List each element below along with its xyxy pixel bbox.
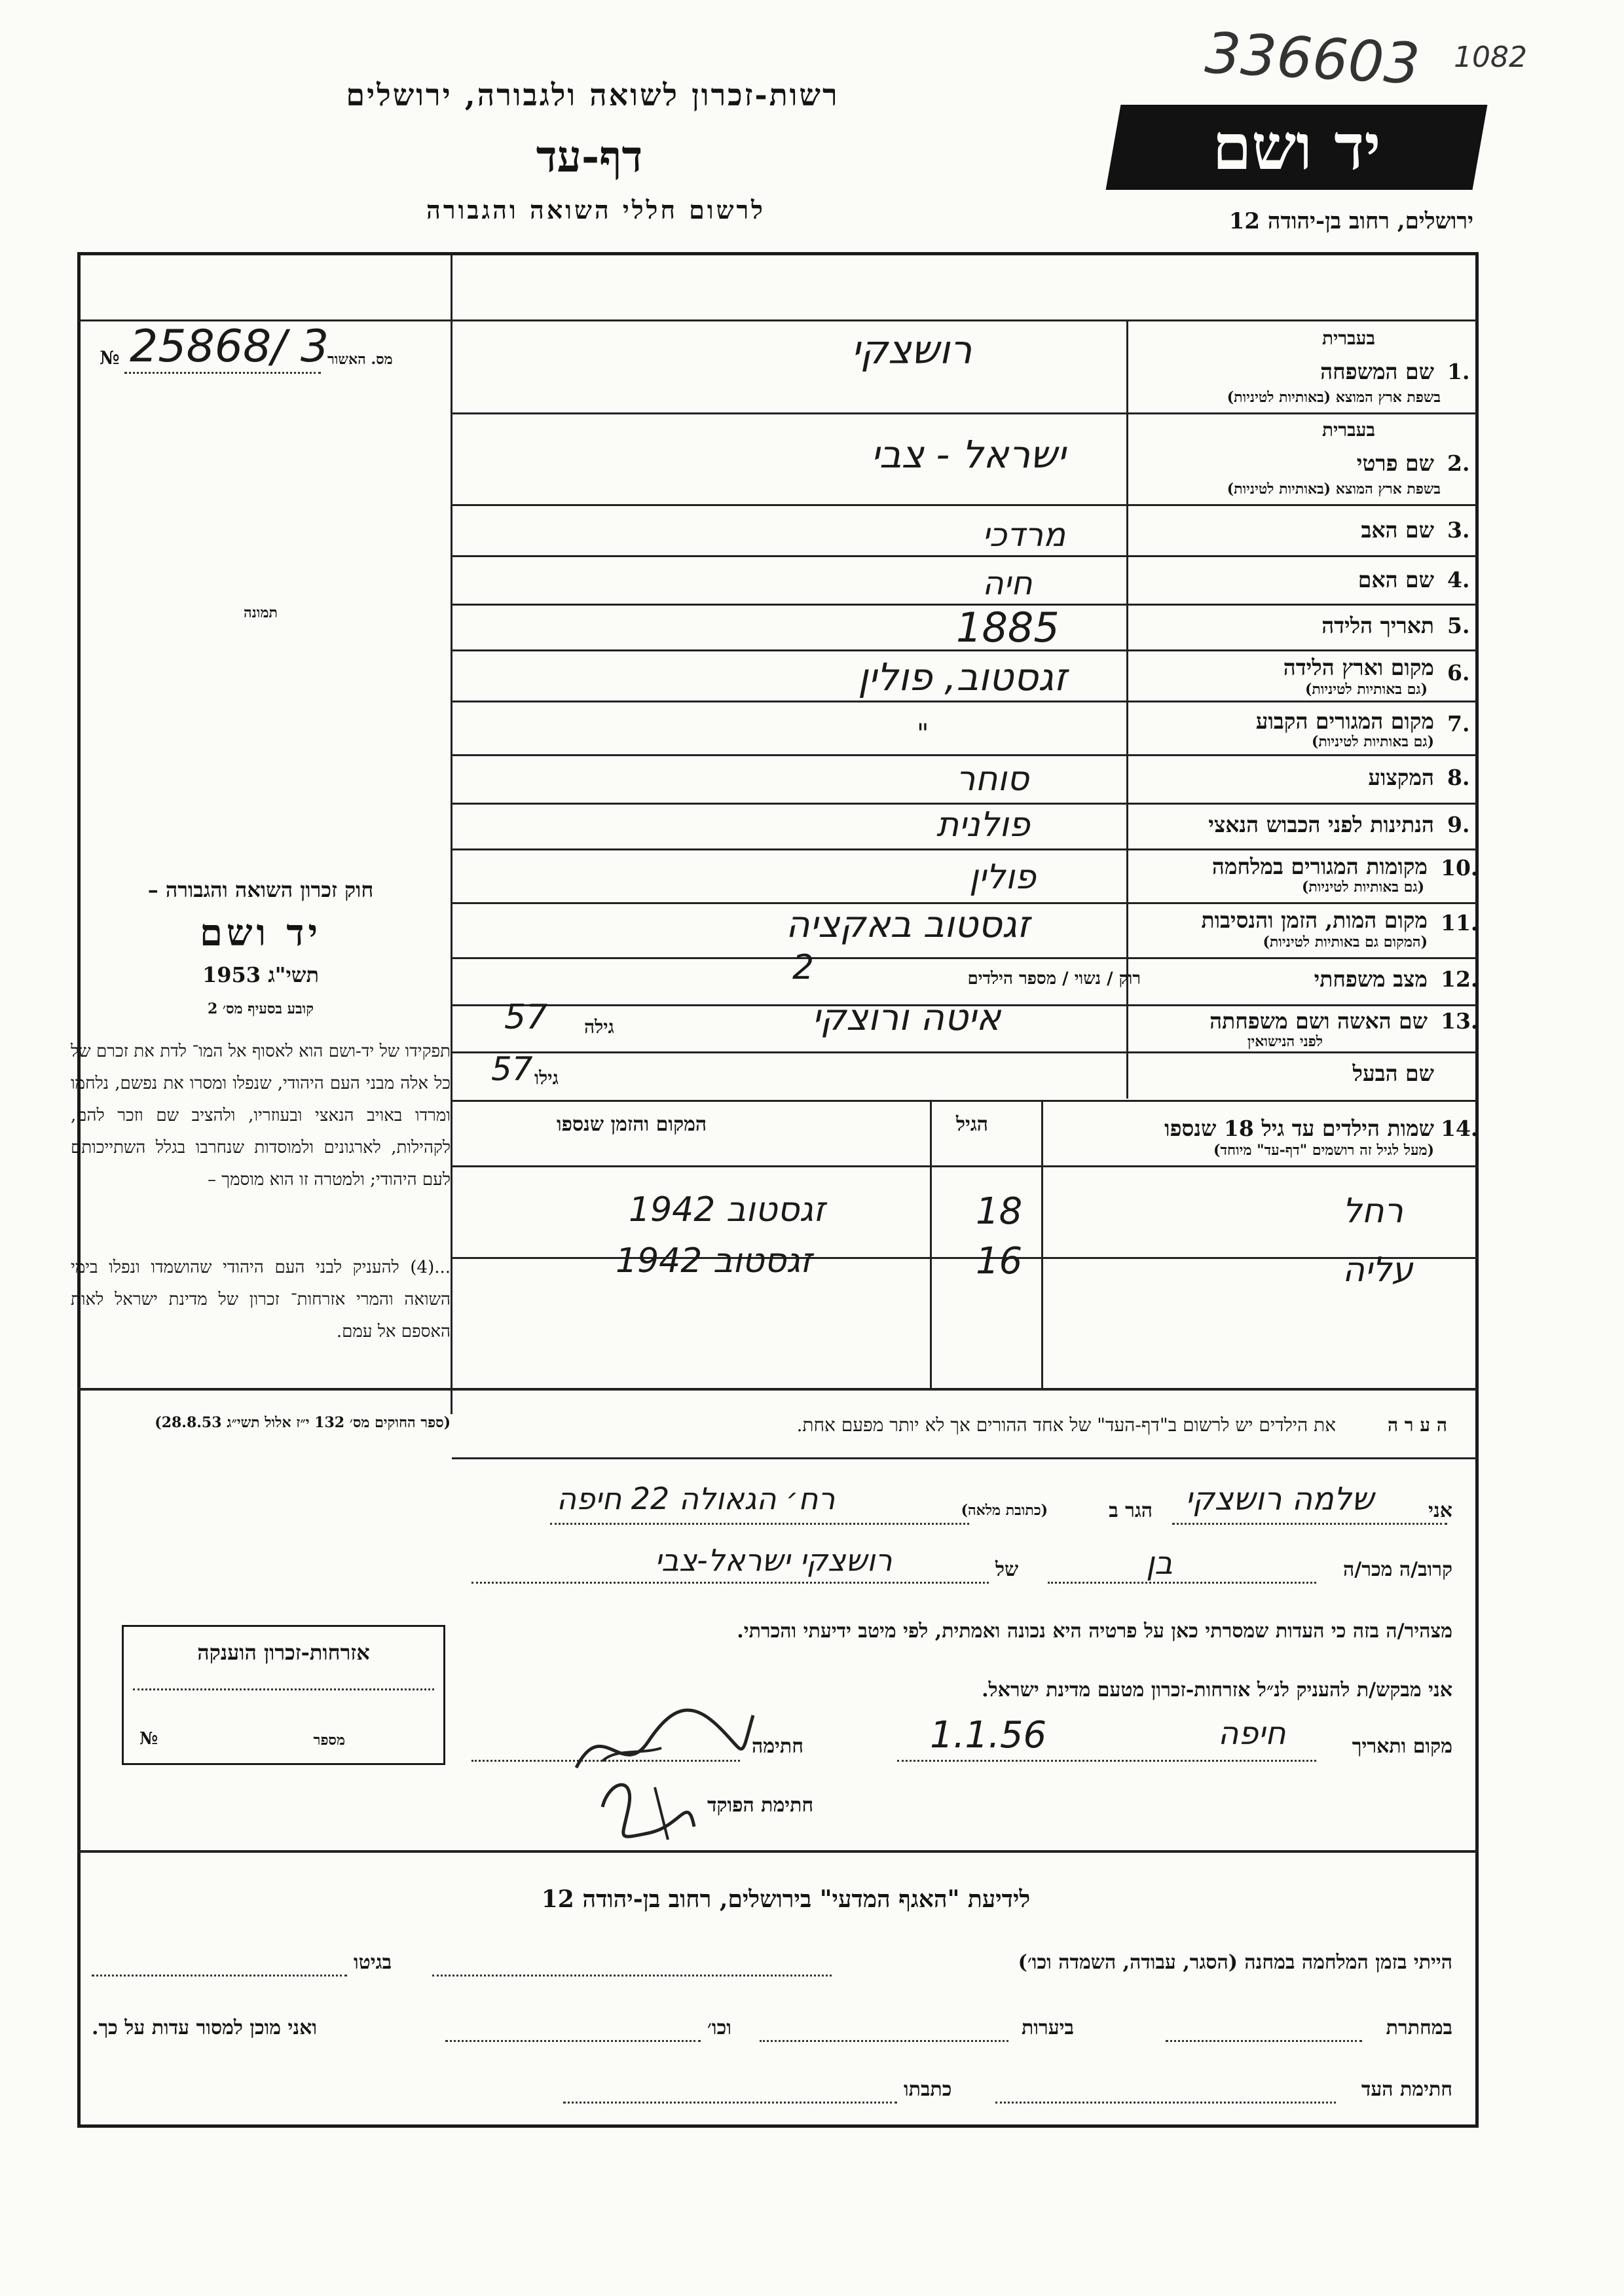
husband-age-label: גילו: [534, 1067, 559, 1089]
field-2-note: בשפת ארץ המוצא (באותיות לטיניות): [1227, 481, 1441, 498]
field-10-value: פולין: [969, 858, 1036, 897]
footer-ready-label: ואני מוכן למסור עדות על כך.: [92, 2016, 318, 2039]
field-5-number: 5.: [1447, 613, 1470, 638]
field-6-label: מקום וארץ הלידה: [1283, 655, 1434, 680]
doc-number-handwritten: 336603: [1203, 20, 1422, 98]
law-name: יד ושם: [199, 911, 322, 955]
footer-forests-label: ביערות: [1022, 2016, 1075, 2039]
law-paragraph-2: ...(4) להעניק לבני העם היהודי שהושמדו ונפלו בימי השואה והמרי אזרחות־ זכרון של מדינת ישראל לאות האספם אל עמם.: [71, 1258, 451, 1341]
child-name: עליה: [1342, 1250, 1413, 1290]
children-number: 14.: [1441, 1116, 1479, 1141]
row-line: [452, 701, 1477, 702]
field-3-label: שם האב: [1361, 517, 1434, 543]
footer-address-line: [563, 2102, 897, 2104]
child-place: זגסטוב 1942: [629, 1190, 825, 1230]
field-13-value: איטה ורוצקי: [812, 996, 1001, 1039]
row-line: [452, 1100, 1477, 1102]
field-12-number: 12.: [1441, 966, 1479, 992]
record-number-handwritten: 25868/ 3: [130, 321, 329, 373]
row-line: [452, 412, 1477, 414]
children-row-line: [452, 1257, 1477, 1259]
husband-age-value: 57: [491, 1050, 533, 1088]
logo-text: יד ושם: [1212, 110, 1381, 184]
footer-camp-line: [432, 1975, 832, 1977]
field-9-value: פולנית: [936, 805, 1030, 845]
citizenship-number-symbol: №: [139, 1729, 158, 1749]
field-12-value: 2: [792, 948, 815, 987]
footer-witness-line: [995, 2102, 1336, 2104]
law-citation: (ספר החוקים מס׳ 132 י״ז אלול תשי״ג 28.8.53): [155, 1414, 451, 1431]
decl-resident-label: הגר ב: [1109, 1499, 1153, 1522]
children-header-line: [452, 1165, 1477, 1167]
footer-divider: [79, 1850, 1477, 1853]
child-age: 16: [976, 1240, 1023, 1283]
footer-ghetto-label: בגיטו: [354, 1951, 392, 1974]
decl-place-date-label: מקום ותאריך: [1352, 1735, 1452, 1758]
decl-relative-label: קרוב/ה מכר/ה: [1343, 1558, 1452, 1581]
record-number-line: [124, 372, 321, 374]
form-subtitle: לרשום חללי השואה והגבורה: [426, 195, 766, 225]
footer-underground-line: [1166, 2040, 1362, 2042]
field-6-value: זגסטוב, פולין: [858, 655, 1067, 699]
decl-request: אני מבקש/ת להעניק לנ״ל אזרחות-זכרון מטעם מדינת ישראל.: [982, 1679, 1452, 1702]
field-11-label: מקום המות, הזמן והנסיבות: [1201, 907, 1428, 933]
field-3-number: 3.: [1447, 517, 1470, 543]
footer-etc-label: וכו׳: [707, 2016, 731, 2039]
children-col-place: המקום והזמן שנספו: [557, 1113, 707, 1136]
child-place: זגסטוב 1942: [616, 1241, 812, 1281]
row-line: [452, 504, 1477, 506]
decl-date-value: 1.1.56: [930, 1714, 1047, 1757]
decl-address-value: רח׳ הגאולה 22 חיפה: [557, 1481, 836, 1516]
field-2-hebrew-label: בעברית: [1321, 419, 1375, 441]
law-year: תשי"ג 1953: [202, 962, 319, 987]
field-13-label: שם האשה ושם משפחתה: [1209, 1008, 1428, 1034]
field-11-value: זגסטוב באקציה: [786, 903, 1030, 946]
footer-title: לידיעת "האגף המדעי" בירושלים, רחוב בן-יהודה 12: [541, 1886, 1031, 1913]
corner-number-handwritten: 1082: [1454, 41, 1527, 74]
record-label: מס. האשור: [327, 351, 393, 368]
field-1-note: בשפת ארץ המוצא (באותיות לטיניות): [1227, 389, 1441, 406]
field-10-note: (גם באותיות לטיניות): [1301, 879, 1424, 896]
child-age: 18: [976, 1190, 1023, 1233]
field-9-label: הנתינות לפני הכבוש הנאצי: [1208, 812, 1434, 837]
decl-place-date-line: [897, 1760, 1316, 1762]
decl-place-value: חיפה: [1218, 1715, 1286, 1752]
footer-address-label: כתבתו: [904, 2078, 952, 2101]
law-paragraph-1: תפקידו של יד-ושם הוא לאסוף אל המו־ לדת את זכרם של כל אלה מבני העם היהודי, שנפלו ומסרו את נפשם, נלחמו ומרדו באויב הנאצי ובעוזריו, ולהציב שם וזכר להם, לקהילות, לארגונים ולמוסדות שנחרבו בגלל השתייכותם לעם היהודי; ולמטרה זו הוא מוסמך –: [71, 1042, 451, 1190]
decl-of-label: של: [995, 1558, 1019, 1581]
decl-of-value: רושצקי ישראל-צבי: [655, 1542, 893, 1578]
field-10-label: מקומות המגורים במלחמה: [1211, 854, 1428, 879]
field-7-value: ": [917, 719, 929, 749]
decl-statement: מצהיר/ה בזה כי העדות שמסרתי כאן על פרטיה היא נכונה ואמתית, לפי מיטב ידיעתי והכרתי.: [737, 1620, 1452, 1643]
field-7-number: 7.: [1447, 711, 1470, 737]
decl-i-label: אני: [1428, 1499, 1452, 1522]
decl-officer-label: חתימת הפוקד: [707, 1794, 814, 1817]
decl-relation-line: [1048, 1582, 1316, 1584]
field-4-number: 4.: [1447, 567, 1470, 592]
officer-signature: [589, 1768, 707, 1846]
field-8-value: סוחר: [956, 759, 1029, 799]
field-2-number: 2.: [1447, 450, 1470, 476]
field-8-number: 8.: [1447, 765, 1470, 790]
field-2-label: שם פרטי: [1356, 450, 1434, 476]
row-line: [452, 803, 1477, 805]
field-6-number: 6.: [1447, 660, 1470, 685]
field-12-options: רוק / נשוי / מספר הילדים: [967, 969, 1141, 989]
field-1-hebrew-label: בעברית: [1321, 327, 1375, 349]
footer-underground-label: במחתרת: [1386, 2016, 1452, 2039]
children-age-col-line: [930, 1100, 932, 1388]
decl-signature-label: חתימה: [752, 1735, 803, 1758]
remark-text: את הילדים יש לרשום ב"דף-העד" של אחד ההורים אך לא יותר מפעם אחת.: [796, 1414, 1336, 1436]
field-13-number: 13.: [1441, 1008, 1479, 1034]
form-title: דף-עד: [536, 131, 643, 182]
row-line: [452, 754, 1477, 756]
decl-of-line: [471, 1582, 989, 1584]
children-bottom-line: [79, 1388, 1477, 1391]
field-4-value: חיה: [982, 564, 1033, 602]
field-11-note: (המקום גם באותיות לטיניות): [1263, 934, 1428, 951]
remark-line: [452, 1457, 1477, 1459]
field-5-label: תאריך הלידה: [1321, 613, 1434, 638]
field-2-value: ישראל - צבי: [871, 432, 1066, 477]
field-5-value: 1885: [956, 604, 1060, 651]
decl-name-value: שלמה רושצקי: [1185, 1481, 1374, 1518]
children-title: שמות הילדים עד גיל 18 שנספו: [1164, 1116, 1434, 1141]
row-line: [452, 957, 1477, 959]
row-line: [452, 848, 1477, 850]
field-10-number: 10.: [1441, 855, 1479, 881]
law-clause: קובע בסעיף מס׳ 2: [207, 1000, 314, 1017]
yad-vashem-logo: [1106, 105, 1488, 190]
footer-camp-label: הייתי בזמן המלחמה במחנה (הסגר, עבודה, השמדה וכו׳): [1018, 1951, 1452, 1974]
field-1-number: 1.: [1447, 359, 1470, 384]
field-9-number: 9.: [1447, 812, 1470, 837]
field-7-label: מקום המגורים הקבוע: [1255, 708, 1434, 734]
citizenship-box: [122, 1625, 445, 1765]
husband-label: שם הבעל: [1352, 1061, 1434, 1086]
children-note: (מעל לגיל זה רושמים "דף-עד" מיוחד): [1213, 1142, 1434, 1159]
field-3-value: מרדכי: [982, 516, 1066, 554]
field-1-label: שם המשפחה: [1320, 359, 1434, 384]
photo-label: תמונה: [244, 604, 278, 621]
children-name-col-line: [1041, 1100, 1043, 1388]
footer-etc-line: [445, 2040, 701, 2042]
field-13-note: לפני הנישואין: [1247, 1033, 1323, 1050]
decl-name-line: [1172, 1523, 1447, 1525]
field-7-note: (גם באותיות לטיניות): [1311, 733, 1434, 750]
child-name: רחל: [1342, 1192, 1403, 1231]
footer-ghetto-line: [92, 1975, 347, 1977]
field-13-age-label: גילה: [584, 1016, 614, 1038]
field-4-label: שם האם: [1357, 567, 1434, 592]
row-line: [452, 555, 1477, 557]
address: ירושלים, רחוב בן-יהודה 12: [1228, 208, 1473, 234]
decl-address-line: [550, 1523, 969, 1525]
row-line: [452, 1051, 1477, 1053]
authority-name: רשות-זכרון לשואה ולגבורה, ירושלים: [346, 77, 840, 113]
footer-forests-line: [760, 2040, 1008, 2042]
citizenship-box-title: אזרחות-זכרון הוענקה: [197, 1640, 370, 1665]
field-13-age-value: 57: [504, 998, 548, 1037]
field-12-label: מצב משפחתי: [1314, 966, 1428, 992]
children-col-age: הגיל: [956, 1113, 989, 1136]
record-no-symbol: №: [100, 347, 120, 369]
field-8-label: המקצוע: [1368, 765, 1434, 790]
law-title: חוק זכרון השואה והגבורה –: [147, 877, 374, 902]
citizenship-number-label: מספר: [313, 1732, 345, 1749]
left-column-divider: [451, 255, 452, 1414]
field-6-note: (גם באותיות לטיניות): [1304, 681, 1428, 698]
field-11-number: 11.: [1441, 910, 1479, 936]
decl-relation-value: בן: [1146, 1545, 1173, 1582]
remark-label: ה ע ר ה: [1387, 1414, 1447, 1436]
field-1-value: רושצקי: [851, 327, 972, 373]
decl-address-note: (כתובת מלאה): [961, 1502, 1048, 1519]
footer-witness-label: חתימת העד: [1361, 2078, 1452, 2101]
